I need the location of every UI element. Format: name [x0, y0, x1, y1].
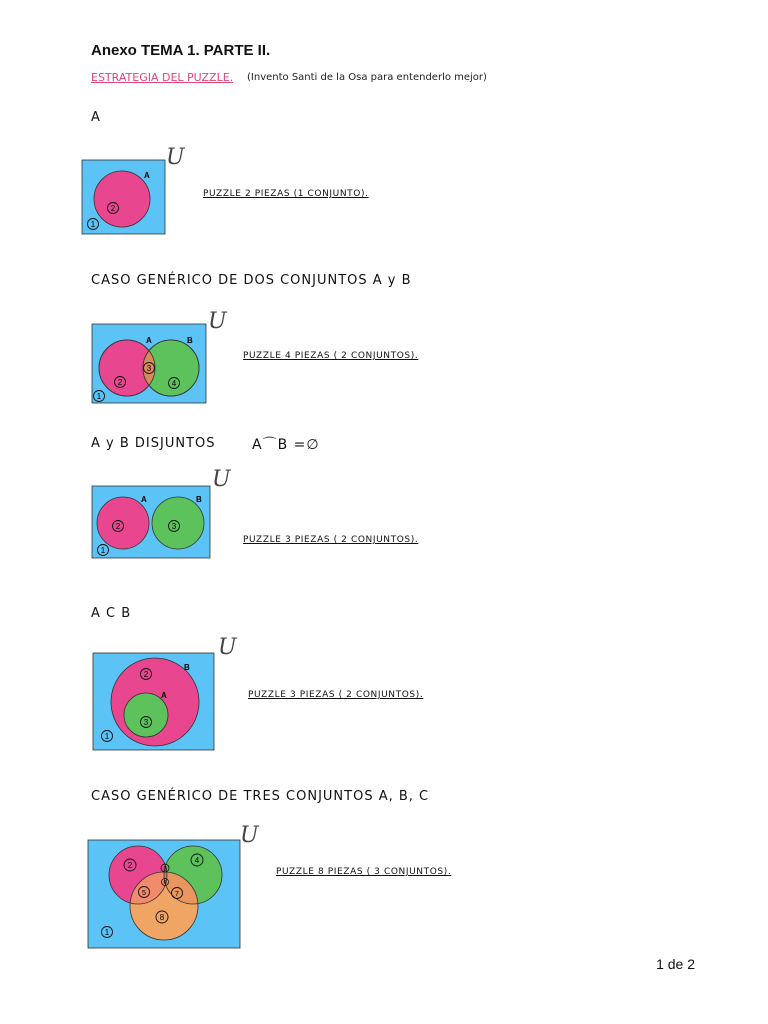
section-heading-three-sets: CASO GENÉRICO DE TRES CONJUNTOS A, B, C [91, 789, 430, 804]
puzzle-label-5: PUZZLE 8 PIEZAS ( 3 CONJUNTOS). [276, 867, 452, 877]
section-heading-subset: A C B [91, 606, 132, 621]
set-label-a: A [144, 171, 150, 180]
document-title: Anexo TEMA 1. PARTE II. [91, 42, 271, 59]
svg-text:3: 3 [163, 866, 167, 873]
svg-text:4: 4 [171, 379, 177, 388]
universe-symbol-1: U [166, 145, 185, 170]
puzzle-label-3: PUZZLE 3 PIEZAS ( 2 CONJUNTOS). [243, 535, 419, 545]
page-number: 1 de 2 [656, 956, 695, 972]
venn-disjoint [92, 486, 217, 566]
set-label-b: B [184, 663, 190, 672]
set-label-a: A [161, 691, 167, 700]
svg-text:2: 2 [127, 861, 133, 870]
svg-text:3: 3 [143, 718, 149, 727]
section-heading-two-sets: CASO GENÉRICO DE DOS CONJUNTOS A y B [91, 273, 412, 288]
svg-text:8: 8 [159, 913, 165, 922]
puzzle-label-2: PUZZLE 4 PIEZAS ( 2 CONJUNTOS). [243, 351, 419, 361]
venn-one-set [82, 160, 182, 240]
universe-symbol-5: U [240, 823, 259, 848]
svg-text:2: 2 [143, 670, 149, 679]
svg-text:1: 1 [104, 732, 110, 741]
disjoint-formula: A⌒B =∅ [252, 437, 320, 453]
svg-text:2: 2 [117, 378, 123, 387]
svg-text:2: 2 [110, 204, 116, 213]
section-heading-disjoint: A y B DISJUNTOS [91, 436, 216, 451]
set-a-circle [94, 171, 150, 227]
universe-symbol-2: U [208, 309, 227, 334]
universe-symbol-3: U [212, 467, 231, 492]
svg-text:4: 4 [194, 856, 200, 865]
strategy-note: (Invento Santi de la Osa para entenderlo mejor) [247, 72, 487, 83]
svg-text:5: 5 [142, 890, 146, 897]
svg-text:6: 6 [163, 880, 167, 886]
svg-text:7: 7 [175, 891, 179, 898]
svg-text:3: 3 [146, 364, 152, 373]
svg-text:1: 1 [104, 928, 110, 937]
set-label-b: B [196, 495, 202, 504]
puzzle-label-4: PUZZLE 3 PIEZAS ( 2 CONJUNTOS). [248, 690, 424, 700]
svg-text:3: 3 [171, 522, 177, 531]
venn-two-sets [92, 324, 212, 408]
svg-text:2: 2 [115, 522, 121, 531]
venn-three-sets [88, 840, 248, 952]
universe-symbol-4: U [218, 635, 237, 660]
svg-text:1: 1 [90, 220, 96, 229]
set-b-circle [152, 497, 204, 549]
venn-subset [93, 653, 223, 753]
svg-text:1: 1 [100, 546, 106, 555]
set-label-a: A [146, 336, 152, 345]
set-label-a: A [141, 495, 147, 504]
puzzle-label-1: PUZZLE 2 PIEZAS (1 CONJUNTO). [203, 189, 369, 199]
section-heading-one-set: A [91, 110, 101, 125]
strategy-label: ESTRATEGIA DEL PUZZLE. [91, 71, 234, 84]
svg-text:1: 1 [96, 392, 102, 401]
set-label-b: B [187, 336, 193, 345]
